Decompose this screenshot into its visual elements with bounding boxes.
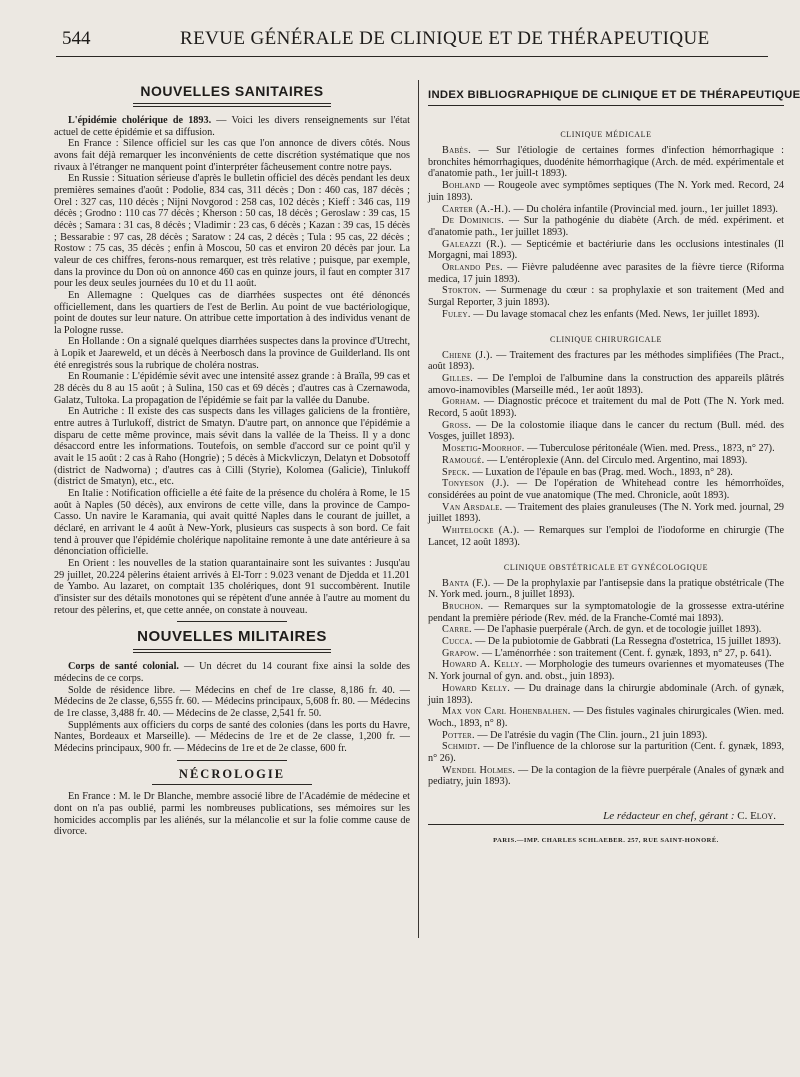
index-entry (428, 741, 784, 764)
entry-text: — Du choléra infantile (Provincial med. journ., 1er juillet 1893). (510, 203, 778, 215)
paragraph-solde: Solde de résidence libre. — Médecins en chef de 1re classe, 8,186 fr. 40. — Médecins de 2e classe, 6,555 fr. 60. — Médecins principaux, 5,608 fr. 80. — Médecins de 1re classe, 3,488 fr. 40. — Médecins de 2e classe, 2,541 fr. 50. (54, 684, 410, 719)
entry-author: Bruchon. (442, 600, 484, 612)
index-entry (428, 420, 784, 443)
index-entry (428, 659, 784, 682)
index-entry (428, 502, 784, 525)
index-title: INDEX BIBLIOGRAPHIQUE DE CLINIQUE ET DE THÉRAPEUTIQUE (428, 89, 800, 101)
running-title: REVUE GÉNÉRALE DE CLINIQUE ET DE THÉRAPEUTIQUE (180, 28, 710, 49)
entry-text: — L'entéroplexie (Ann. del Circulo med. Argentino, mai 1893). (484, 454, 748, 466)
index-entry (428, 578, 784, 601)
index-entry (428, 204, 784, 216)
index-entry (428, 145, 784, 180)
index-entry (428, 478, 784, 501)
entry-author: Speck. (442, 466, 470, 478)
signature (428, 810, 784, 822)
section-title-necrologie: NÉCROLOGIE (178, 767, 286, 782)
entry-author: Carre. (442, 624, 472, 636)
paragraph-autriche: En Autriche : Il existe des cas suspects dans les villages galiciens de la frontière, entre autres à Turlukoff, district de Smatyn. D'autre part, on annonce que l'épidémie a disparu de cette même province, mais sévit dans la vallée de la Theiss. Il y a donc désaccord entre les informations. Toutefois, on semble d'accord sur ce point qu'il y avait le 15 août : 2 cas à Raho (Hongrie) ; 5 décès à Mickvliczyn, Delatyn et Dobsotoff (district de Nadworna) ; d'autres cas à Cilli (Styrie), Kolomea (Galicie), Tinlukoff (district de Smatyn), etc., etc. (54, 406, 410, 488)
index-entry (428, 683, 784, 706)
section-title-sanitaires: NOUVELLES SANITAIRES (140, 83, 324, 99)
entry-author: Wendel Holmes. (442, 764, 516, 776)
entry-text: — Remarques sur la symptomatologie de la grossesse extra-utérine pendant la première période (Rev. méd. de la Franche-Comté mai 1893). (428, 600, 784, 624)
page-number: 544 (62, 28, 91, 49)
entry-author: Cucca. (442, 636, 473, 648)
index-entry (428, 624, 784, 636)
entry-author: Howard A. Kelly. (442, 659, 523, 671)
lead-text: — Un décret du 14 courant fixe ainsi la solde des médecins de ce corps. (54, 661, 411, 684)
militaires-lead (54, 661, 410, 684)
index-entry (428, 309, 784, 321)
header-rule (56, 56, 768, 57)
entry-author: Howard Kelly. (442, 682, 511, 694)
entry-author: Van Arsdale. (442, 501, 503, 513)
index-entry (428, 396, 784, 419)
entry-text: — Du drainage dans la chirurgie abdominale (Arch. of gynæk, juin 1893). (428, 682, 785, 706)
entry-text: — De la colostomie iliaque dans le cancer du rectum (Bull. méd. des Vosges, juillet 1893). (428, 419, 784, 443)
entry-text: — Traitement des fractures par les méthodes simplifiées (The Pract., août 1893). (428, 349, 784, 373)
entry-text: — De l'opération de Whitehead contre les hémorrhoïdes, considérées au point de vue anatomique (The med. Chronicle, août 1893). (428, 478, 784, 501)
entry-author: Max von Carl Hohenbalhen. (442, 706, 571, 718)
title-underline (133, 649, 331, 653)
entry-author: Grapow. (442, 647, 480, 659)
index-entry (428, 373, 784, 396)
entry-text: — Sur la pathogénie du diabète (Arch. de méd. expériment. et d'anatomie path., 1er juillet 1893). (428, 215, 785, 238)
index-entry (428, 443, 784, 455)
left-column (54, 80, 410, 838)
entry-text: — Des fistules vaginales chirurgicales (Wien. med. Woch., 1893, n° 8). (428, 706, 784, 729)
index-entry (428, 525, 784, 548)
entry-text: — De l'emploi de l'albumine dans la construction des appareils plâtrés amovo-inamovibles (Marseille méd., 1er août 1893). (428, 372, 784, 396)
index-subheading: CLINIQUE MÉDICALE (560, 130, 652, 139)
index-entry (428, 455, 784, 467)
paragraph-italie: En Italie : Notification officielle a été faite de la présence du choléra à Rome, le 15 août à Naples (50 décès), aux environs de cette ville, dans la province de Campo-Casso. Un navire le Karamania, qui avait quitté Naples dans le courant de juillet, a déclaré, en arrivant le 4 août à New-York, plusieurs cas suspects à son bord. Ce fait tend à prouver que l'épidémie cholérique napolitaine remonte à une date antérieure à sa dénonciation officielle. (54, 488, 410, 558)
entry-author: Mosetig-Moorhof. (442, 443, 525, 455)
index-entry (428, 706, 784, 729)
entry-text: — Diagnostic précoce et traitement du mal de Pott (The N. York med. Record, 5 août 1893). (428, 396, 784, 420)
entry-author: Gorham. (442, 396, 481, 408)
entry-author: Orlando Pes. (442, 262, 503, 274)
section-title-militaires: NOUVELLES MILITAIRES (137, 628, 327, 646)
entry-text: — De l'aphasie puerpérale (Arch. de gyn. et de tocologie juillet 1893). (471, 624, 762, 636)
index-sections (428, 130, 784, 788)
index-entry (428, 601, 784, 624)
index-title-rule (428, 105, 784, 106)
running-head (62, 28, 762, 52)
entry-author: Whitelocke (A.). (442, 525, 520, 537)
entry-author: Chiene (J.). (442, 349, 493, 361)
index-subheading: CLINIQUE CHIRURGICALE (550, 334, 662, 344)
signature-name: C. Eloy. (737, 810, 776, 823)
index-entry (428, 180, 784, 203)
entry-text: — De la contagion de la fièvre puerpérale (Anales of gynæk and pediatry, juin 1893). (428, 764, 784, 788)
paragraph-allemagne: En Allemagne : Quelques cas de diarrhées suspectes ont été dénoncés officiellement, dans les quartiers de l'est de Berlin. Au point de vue bactériologique, point de doutes sur leur nature. On attribue cette importation à des individus venant de la Pologne russe. (54, 289, 410, 336)
paragraph-hollande: En Hollande : On a signalé quelques diarrhées suspectes dans la province d'Utrecht, à Lopik et Jaareweld, et un décès à Neerbosch dans la province de Guilderland. Ils ont été enregistrés sous la rubrique de choléra nostras. (54, 336, 410, 371)
entry-author: Fuley. (442, 308, 471, 320)
entry-author: Babès. (442, 145, 472, 156)
entry-text: — Luxation de l'épaule en bas (Prag. med. Woch., 1893, n° 28). (469, 466, 733, 478)
index-entry (428, 239, 784, 262)
index-entry (428, 648, 784, 660)
index-entry (428, 350, 784, 373)
section-separator (177, 621, 287, 622)
entry-text: — Tuberculose péritonéale (Wien. med. Press., 18?3, n° 27). (524, 443, 775, 455)
title-underline (152, 784, 312, 785)
signature-rule (428, 824, 784, 825)
entry-text: — Traitement des plaies granuleuses (The N. York med. journal, 29 juillet 1893). (428, 501, 785, 525)
entry-author: Potter. (442, 729, 475, 741)
index-entry (428, 636, 784, 648)
paragraph-necrologie: En France : M. le Dr Blanche, membre associé libre de l'Académie de médecine et dont on n'a pas oublié, parmi les nombreuses publications, ses mémoires sur les homicides accomplis par les aliénés, sur la mélancolie et sur la folie comme cause de divorce. (54, 791, 410, 838)
entry-text: — Sur l'étiologie de certaines formes d'infection hémorrhagique : bronchites hémorrhagiques, duodénite hémorrhagique (Arch. de méd. expérimentale et d'anatomie path., 1er juill-t 1893). (428, 145, 784, 180)
entry-author: Tonyeson (J.). (442, 478, 510, 490)
paragraph-roumanie: En Roumanie : L'épidémie sévit avec une intensité assez grande : à Braïla, 99 cas et 28 décès du 8 au 15 août ; à Sulina, 150 cas et 69 décès ; d'autres cas à Czernawoda, Galatz, Tultoka. La propagation de l'épidémie se fait par la vallée du Danube. (54, 371, 410, 406)
lead-text: — Voici les divers renseignements sur l'état actuel de cette épidémie et sa diffusion. (54, 115, 410, 138)
entry-text: — Septicémie et bactériurie dans les occlusions intestinales (Il Morgagni, mai 1893). (428, 238, 784, 262)
entry-author: Banta (F.). (442, 577, 491, 589)
entry-text: — Du lavage stomacal chez les enfants (Med. News, 1er juillet 1893). (470, 308, 760, 320)
index-entry (428, 730, 784, 742)
index-entry (428, 285, 784, 308)
entry-author: Schmidt. (442, 741, 481, 753)
paragraph-orient: En Orient : les nouvelles de la station quarantainaire sont les suivantes : Jusqu'au 29 juillet, 20.224 pèlerins étaient arrivés à El-Torr : 9.023 venant de Djedda et 11.201 de Yambo. Au lazaret, on comptait 135 cholériques, dont 91 succombèrent. Inutile d'insister sur des détails monotones qui se répètent d'une année à l'autre au moment du retour des pèlerins, et, que cette année, on constate à nouveau. (54, 557, 410, 616)
index-entry (428, 262, 784, 285)
paragraph-russie: En Russie : Situation sérieuse d'après le bulletin officiel des décès pendant les deux premières semaines d'août : Podolie, 834 cas, 311 décès ; Don : 460 cas, 187 décès ; Orel : 327 cas, 110 décès ; Nijni Novgorod : 258 cas, 102 décès ; Kieff : 346 cas, 119 décès ; Grodno : 110 cas 77 décès ; Kherson : 50 cas, 18 décès ; Geroslaw : 39 cas, 15 décès ; Samara : 31 cas, 8 décès ; Vladimir : 23 cas, 6 décès ; Kazan : 39 cas, 15 décès ; Bessarabie : 97 cas, 28 décès ; Saratow : 24 cas, 2 décès ; Tula : 95 cas, 22 décès ; Rostow : 75 cas, 35 décès ; enfin à Moscou, 50 cas et environ 20 décès par jour. La valeur de ces chiffres, ferons-nous remarquer, est très relative ; puisque, par exemple, dans la province du Don où on annonce 460 cas en quinze jours, il faut en compter 317 pour les deux seules journées du 10 et du 11 août. (54, 173, 410, 290)
entry-text: — Morphologie des tumeurs ovariennes et myomateuses (The N. York journal of gyn. and. obst., juin 1893). (428, 659, 784, 683)
entry-text: — Surmenage du cœur : sa prophylaxie et son traitement (Med and Surgal Reporter, 3 juin 1893). (428, 285, 784, 309)
entry-text: — De la pubiotomie de Gabbrati (La Ressegna d'ostetrica, 15 juillet 1893). (472, 636, 782, 648)
index-entry (428, 467, 784, 479)
lead-heading: Corps de santé colonial. (68, 661, 179, 673)
paragraph-supplements: Suppléments aux officiers du corps de santé des colonies (dans les ports du Havre, Nantes, Bordeaux et Marseille). — Médecins de 1re et de 2e classe, 1,200 fr. — Médecins principaux, 900 fr. — Médecins de 1re et de 2e classe, 600 fr. (54, 719, 410, 754)
paragraph-france: En France : Silence officiel sur les cas que l'on annonce de divers côtés. Nous avons fait déjà remarquer les inconvénients de cette discrétion systématique que nos rivaux à l'étranger ne manquent point d'interpréter fâcheusement contre notre pays. (54, 138, 410, 173)
entry-author: Gross. (442, 419, 472, 431)
section-separator (177, 760, 287, 761)
lead-heading: L'épidémie cholérique de 1893. (68, 115, 212, 126)
index-subheading: CLINIQUE OBSTÉTRICALE ET GYNÉCOLOGIQUE (503, 562, 709, 572)
entry-author: Ramougé. (442, 454, 485, 466)
entry-author: Galeazzi (R.). (442, 238, 507, 250)
entry-author: Bohland (442, 180, 481, 192)
sanitaires-lead (54, 115, 410, 138)
entry-text: — Rougeole avec symptômes septiques (The N. York med. Record, 24 juin 1893). (428, 180, 784, 203)
entry-text: — L'aménorrhée : son traitement (Cent. f. gynæk, 1893, n° 27, p. 641). (479, 647, 772, 659)
entry-text: — De l'atrésie du vagin (The Clin. journ., 21 juin 1893). (474, 729, 708, 741)
index-entry (428, 765, 784, 788)
entry-author: Stokton. (442, 285, 482, 297)
printer-imprint: PARIS.—IMP. CHARLES SCHLAEBER. 257, RUE SAINT-HONORÉ. (493, 837, 719, 845)
signature-prefix: Le rédacteur en chef, gérant : (603, 810, 735, 823)
entry-text: — Remarques sur l'emploi de l'iodoforme en chirurgie (The Lancet, 12 août 1893). (428, 525, 785, 548)
entry-text: — De l'influence de la chlorose sur la parturition (Cent. f. gynæk, 1893, n° 26). (428, 741, 784, 765)
entry-text: — De la prophylaxie par l'antisepsie dans la pratique obstétricale (The N. York med. journ., 8 juillet 1893). (428, 577, 784, 601)
title-underline (133, 103, 331, 107)
column-divider (418, 80, 419, 938)
entry-text: — Fièvre paludéenne avec parasites de la fièvre tierce (Riforma medica, 17 juin 1893). (428, 262, 784, 285)
entry-author: Carter (A.-H.). (442, 203, 511, 215)
entry-author: Gilles. (442, 372, 474, 384)
entry-author: De Dominicis. (442, 215, 505, 227)
right-column (428, 80, 800, 845)
index-entry (428, 215, 784, 238)
